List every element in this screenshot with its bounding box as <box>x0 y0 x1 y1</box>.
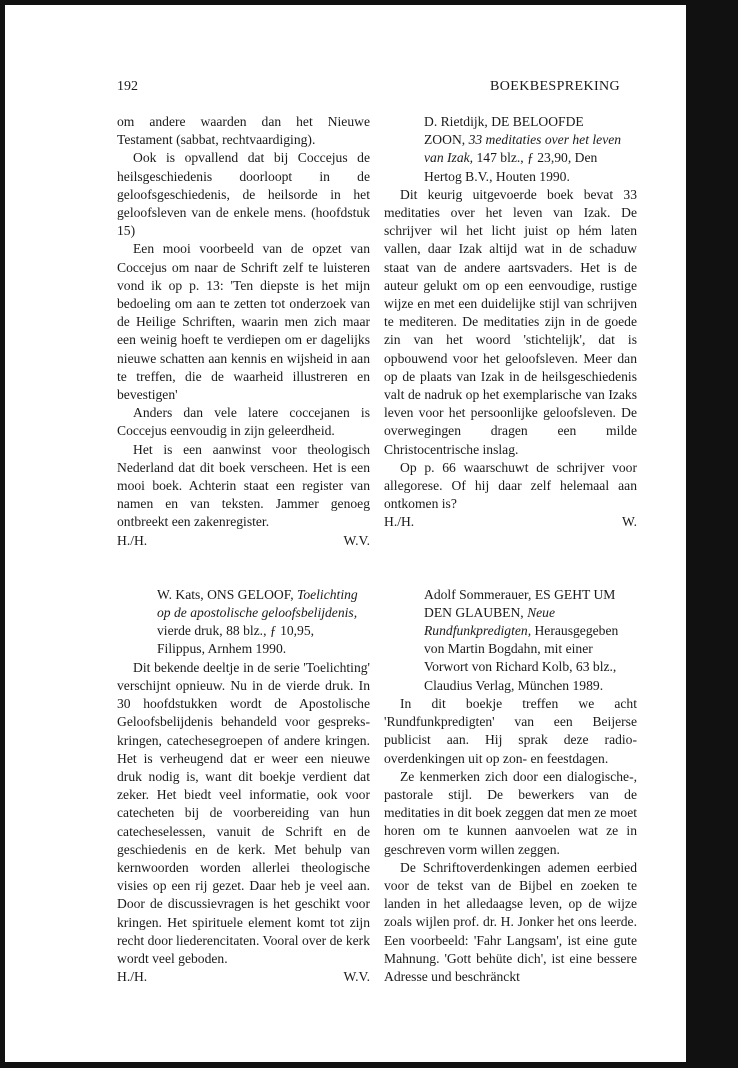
paragraph: Ook is opvallend dat bij Coccejus de heilsgeschiedenis doorloopt in de geloofsgeschiedenis, de heilsorde in het geloofsleven van de enkele mens. (hoofdstuk 15) <box>117 150 370 239</box>
paragraph: Een mooi voorbeeld van de opzet van Coccejus om naar de Schrift zelf te luisteren vond ik op p. 13: 'Ten diepste is het mijn bedoeling om aan te zetten tot onderzoek van de Heilige Schriften, waarin men zich maar een weinig hoeft te verdiepen om er dagelijks nieuwe schatten aan kennis en wijsheid in aan te treffen, die de waarheid illustreren en bevestigen' <box>117 241 370 403</box>
book-citation <box>117 586 370 659</box>
signature-reviewer: W. <box>622 514 637 530</box>
book-citation <box>384 113 637 186</box>
scan-border-bottom <box>0 1062 738 1068</box>
right-column <box>384 113 637 986</box>
citation-author-title: D. Rietdijk, DE BELOOFDE ZOON, <box>424 114 584 148</box>
signature-initials: H./H. <box>117 969 148 985</box>
review-signature <box>117 532 370 550</box>
paragraph: De Schriftoverdenkingen ademen eerbied voor de tekst van de Bijbel en zoeken te landen in het alledaagse leven, op de wijze zoals wijlen prof. dr. H. Jonker het ons leerde. Een voorbeeld: 'Fahr Langsam', ist eine gute Mahnung. 'Gott behüte dich', ist eine bessere Adresse und beschränckt <box>384 859 637 984</box>
citation-subtitle: 33 meditaties over het leven van Izak, <box>424 132 622 166</box>
paragraph: Dit keurig uitgevoerde boek bevat 33 meditaties over het leven van Izak. De schrijver wil het licht juist op hém laten vallen, daar Izak altijd wat in de schaduw staat van de andere aartsvaders. Het is de auteur gelukt om op een eenvoudige, rustige wijze en met een duidelijke stijl van schrijven te mediteren. De meditaties zijn in de goede zin van het woord 'stichtelijk', dat is opbouwend voor het geloofsleven. Meer dan op de plaats van Izak in de heilsgeschiedenis valt de nadruk op het exemplarische van Izaks leven voor het persoonlijke geloofsleven. De overwegingen dragen een milde Christocentrische inslag. <box>384 186 637 457</box>
paragraph: Dit bekende deeltje in de serie 'Toelichting' verschijnt opnieuw. Nu in de vierde druk. In 30 hoofdstukken wordt de Apostolische Geloofsbelijdenis behandeld voor gesprekskringen, catechesegroepen of andere kringen. Het is verheugend dat er weer een nieuwe druk nodig is, want dit boekje verdient dat zeker. Het biedt veel informatie, ook voor catecheten bij de voorbereiding van hun catecheselessen, vanuit de Schrift en de geschiedenis en de kerk. Met behulp van kernwoorden worden allerlei theologische visies op een rij gezet. Daar heb je veel aan. Door de discussievragen is het geschikt voor kringen. Het spirituele element komt tot zijn recht door liederencitaten. Vooral over de kerk wordt veel geboden. <box>117 659 370 966</box>
review-signature <box>117 968 370 986</box>
left-column <box>117 113 370 986</box>
review-signature <box>384 513 637 531</box>
page-number: 192 <box>117 79 138 94</box>
paragraph: Op p. 66 waarschuwt de schrijver voor allegorese. Of hij daar zelf helemaal aan ontkomen is? <box>384 459 637 512</box>
signature-initials: H./H. <box>117 532 148 548</box>
signature-initials: H./H. <box>384 514 415 530</box>
signature-reviewer: W.V. <box>343 532 370 548</box>
citation-details: 147 blz., ƒ 23,90, Den Hertog B.V., Houten 1990. <box>424 150 598 184</box>
citation-details: Herausgegeben von Martin Bogdahn, mit einer Vorwort von Richard Kolb, 63 blz., Claudius Verlag, München 1989. <box>424 623 619 693</box>
citation-author-title: Adolf Sommerauer, ES GEHT UM DEN GLAUBEN, <box>424 586 616 620</box>
paragraph: In dit boekje treffen we acht 'Rundfunkpredigten' van een Beijerse publicist aan. Hij sprak deze radio-overdenkingen uit op zon- en feestdagen. <box>384 695 637 766</box>
citation-author-title: W. Kats, ONS GELOOF, <box>157 586 298 602</box>
paragraph: Anders dan vele latere coccejanen is Coccejus eenvoudig in zijn geleerdheid. <box>117 405 370 439</box>
citation-subtitle: Toelichting op de apostolische geloofsbelijdenis, <box>157 586 358 621</box>
citation-subtitle: Neue Rundfunkpredigten, <box>424 604 556 639</box>
running-head: BOEKBESPREKING <box>490 79 621 94</box>
book-citation <box>384 586 637 695</box>
scan-border-left <box>0 0 5 1068</box>
signature-reviewer: W.V. <box>343 969 370 985</box>
paragraph: om andere waarden dan het Nieuwe Testament (sabbat, rechtvaardiging). <box>117 114 370 148</box>
scan-border-right <box>686 0 738 1068</box>
paragraph: Ze kenmerken zich door een dialogische-, pastorale stijl. De bewerkers van de meditaties in dit boek zeggen dat men ze moet horen om te kunnen aanvoelen wat ze in geschreven vorm willen zeggen. <box>384 768 637 857</box>
paragraph: Het is een aanwinst voor theologisch Nederland dat dit boek verscheen. Het is een mooi boek. Achterin staat een register van namen en van teksten. Jammer genoeg ontbreekt een zakenregister. <box>117 441 370 530</box>
citation-details: vierde druk, 88 blz., ƒ 10,95, Filippus, Arnhem 1990. <box>157 623 315 657</box>
scan-border-top <box>0 0 738 5</box>
